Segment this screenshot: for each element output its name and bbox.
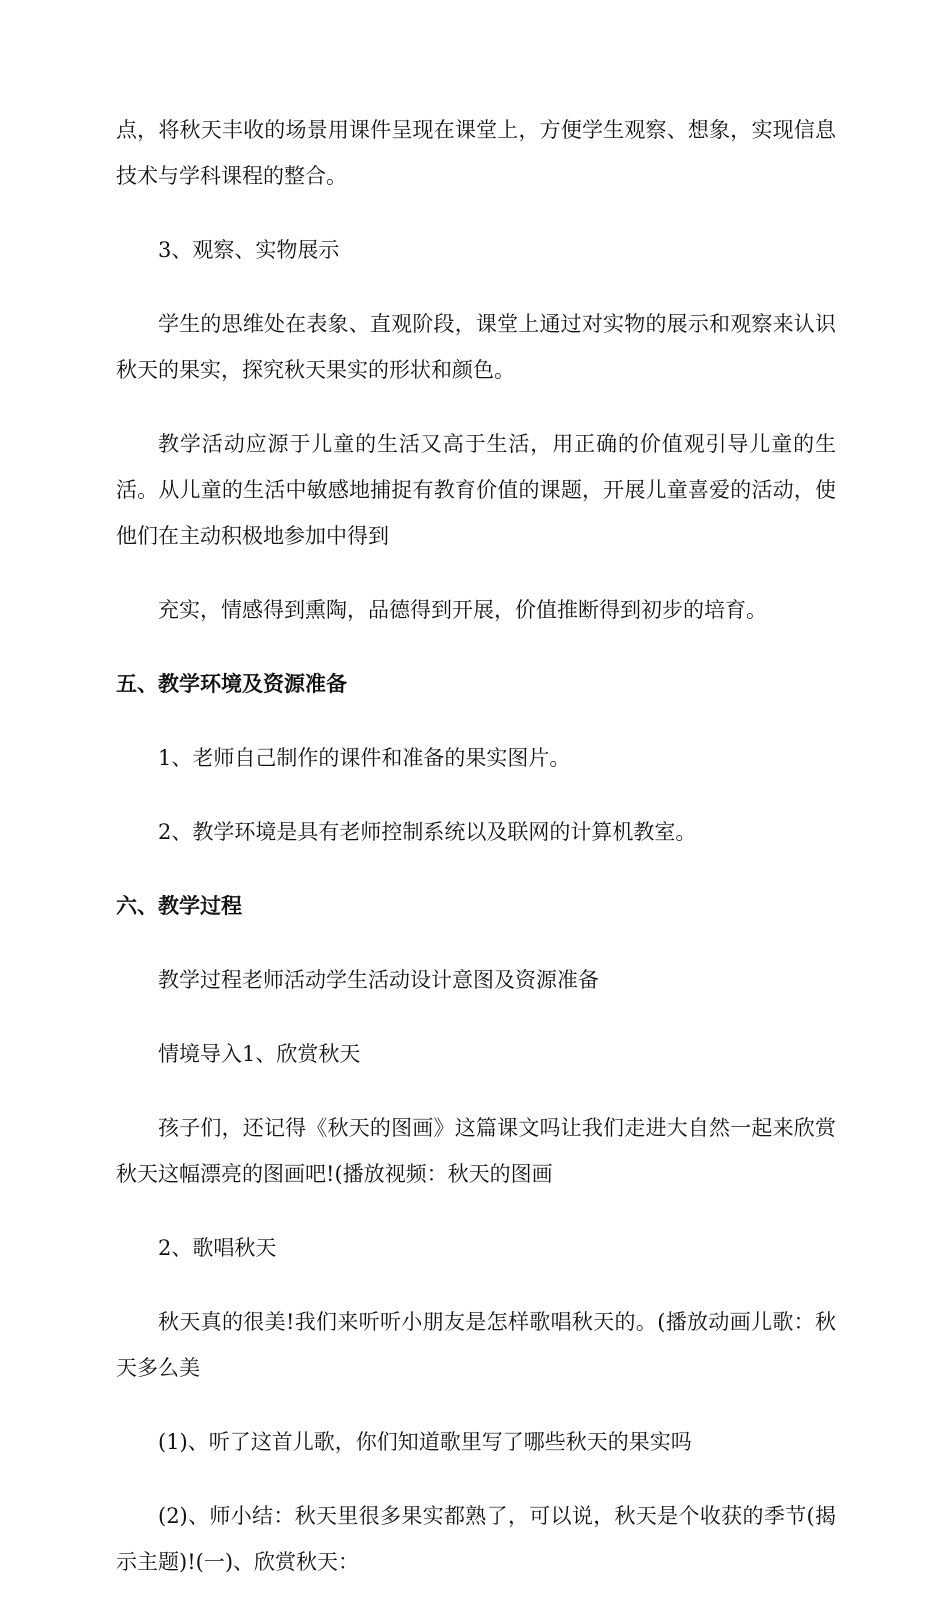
list-item-courseware: 1、老师自己制作的课件和准备的果实图片。 [158,746,571,770]
subheading-observation: 3、观察、实物展示 [158,238,340,262]
paragraph-intro-appreciate: 情境导入1、欣赏秋天 [158,1042,361,1066]
list-item-environment: 2、教学环境是具有老师控制系统以及联网的计算机教室。 [158,820,697,844]
paragraph-courseware-integration: 点，将秋天丰收的场景用课件呈现在课堂上，方便学生观察、想象，实现信息技术与学科课程的整合。 [116,118,836,188]
paragraph-teaching-activity: 教学活动应源于儿童的生活又高于生活，用正确的价值观引导儿童的生活。从儿童的生活中敏感地捕捉有教育价值的课题，开展儿童喜爱的活动，使他们在主动积极地参加中得到 [116,432,836,548]
section-heading-process: 六、教学过程 [116,894,242,918]
paragraph-autumn-picture: 孩子们，还记得《秋天的图画》这篇课文吗让我们走进大自然一起来欣赏秋天这幅漂亮的图画吧!(播放视频：秋天的图画 [116,1116,836,1186]
paragraph-question-1: (1)、听了这首儿歌，你们知道歌里写了哪些秋天的果实吗 [158,1430,692,1454]
paragraph-observation: 学生的思维处在表象、直观阶段，课堂上通过对实物的展示和观察来认识秋天的果实，探究秋天果实的形状和颜色。 [116,312,836,382]
document-page [116,107,836,1613]
section-heading-environment: 五、教学环境及资源准备 [116,672,347,696]
paragraph-value-cultivation: 充实，情感得到熏陶，品德得到开展，价值推断得到初步的培育。 [158,598,767,622]
paragraph-sing-autumn: 2、歌唱秋天 [158,1236,277,1260]
paragraph-autumn-song: 秋天真的很美!我们来听听小朋友是怎样歌唱秋天的。(播放动画儿歌：秋天多么美 [116,1310,836,1380]
paragraph-summary-2: (2)、师小结：秋天里很多果实都熟了，可以说，秋天是个收获的季节(揭示主题)!(一)、欣赏秋天： [116,1504,836,1574]
paragraph-process-columns: 教学过程老师活动学生活动设计意图及资源准备 [158,968,599,992]
